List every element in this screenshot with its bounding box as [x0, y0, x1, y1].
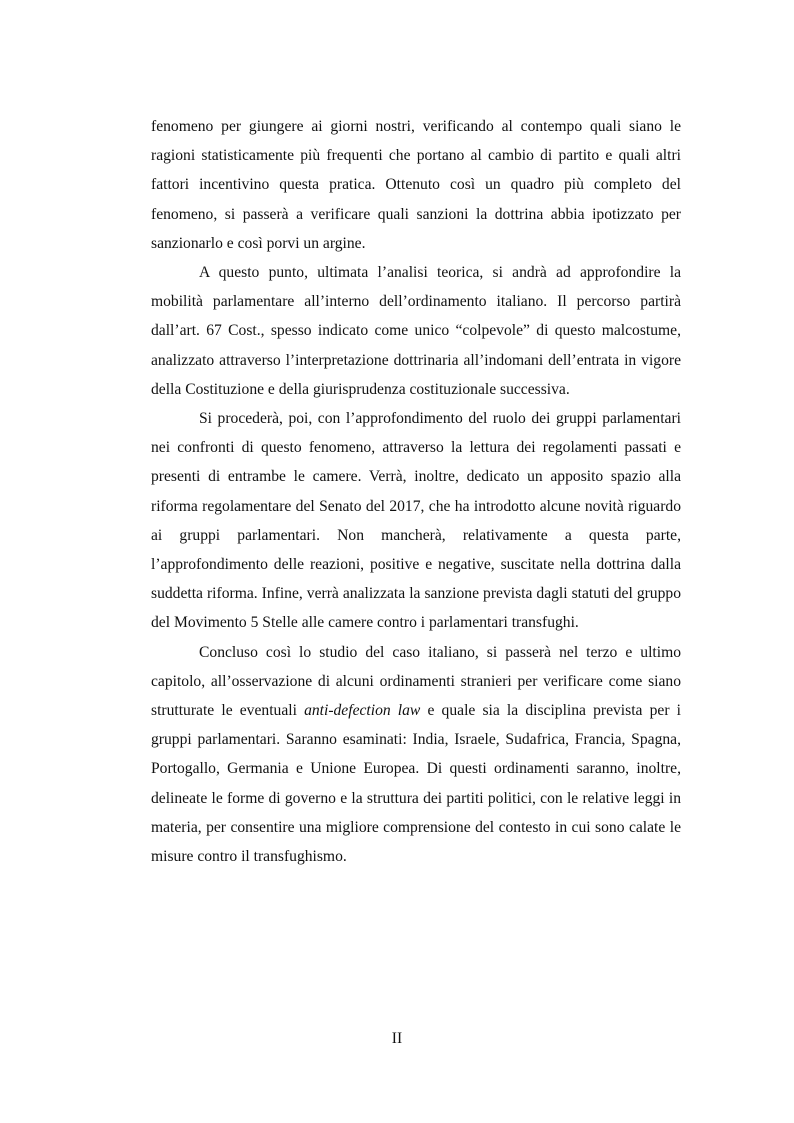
- paragraph-2: A questo punto, ultimata l’analisi teorica, si andrà ad approfondire la mobilità parlamentare all’interno dell’ordinamento italiano. Il percorso partirà dall’art. 67 Cost., spesso indicato come unico “colpevole” di questo malcostume, analizzato attraverso l’interpretazione dottrinaria all’indomani dell’entrata in vigore della Costituzione e della giurisprudenza costituzionale successiva.: [151, 264, 681, 398]
- paragraph-4-text-before: Concluso così lo studio del caso italiano, si passerà nel terzo e ultimo capitolo, all’osservazione di alcuni ordinamenti stranieri per verificare come siano strutturate le eventuali: [151, 643, 681, 720]
- paragraph-1: fenomeno per giungere ai giorni nostri, verificando al contempo quali siano le ragioni statisticamente più frequenti che portano al cambio di partito e quali altri fattori incentivino questa pratica. Ottenuto così un quadro più completo del fenomeno, si passerà a verificare quali sanzioni la dottrina abbia ipotizzato per sanzionarlo e così porvi un argine.: [151, 118, 681, 252]
- body-text: [151, 112, 681, 871]
- paragraph-3: Si procederà, poi, con l’approfondimento del ruolo dei gruppi parlamentari nei confronti di questo fenomeno, attraverso la lettura dei regolamenti passati e presenti di entrambe le camere. Verrà, inoltre, dedicato un apposito spazio alla riforma regolamentare del Senato del 2017, che ha introdotto alcune novità riguardo ai gruppi parlamentari. Non mancherà, relativamente a questa parte, l’approfondimento delle reazioni, positive e negative, suscitate nella dottrina dalla suddetta riforma. Infine, verrà analizzata la sanzione prevista dagli statuti del gruppo del Movimento 5 Stelle alle camere contro i parlamentari transfughi.: [151, 410, 681, 632]
- paragraph-4-text-after: e quale sia la disciplina prevista per i gruppi parlamentari. Saranno esaminati: India, Israele, Sudafrica, Francia, Spagna, Portogallo, Germania e Unione Europea. Di questi ordinamenti saranno, inoltre, delineate le forme di governo e la struttura dei partiti politici, con le relative leggi in materia, per consentire una migliore comprensione del contesto in cui sono calate le misure contro il transfughismo.: [151, 702, 681, 866]
- page-number: II: [391, 1030, 403, 1047]
- paragraph-4: [151, 638, 681, 872]
- paragraph-4-italic-term: anti-defection law: [304, 702, 421, 720]
